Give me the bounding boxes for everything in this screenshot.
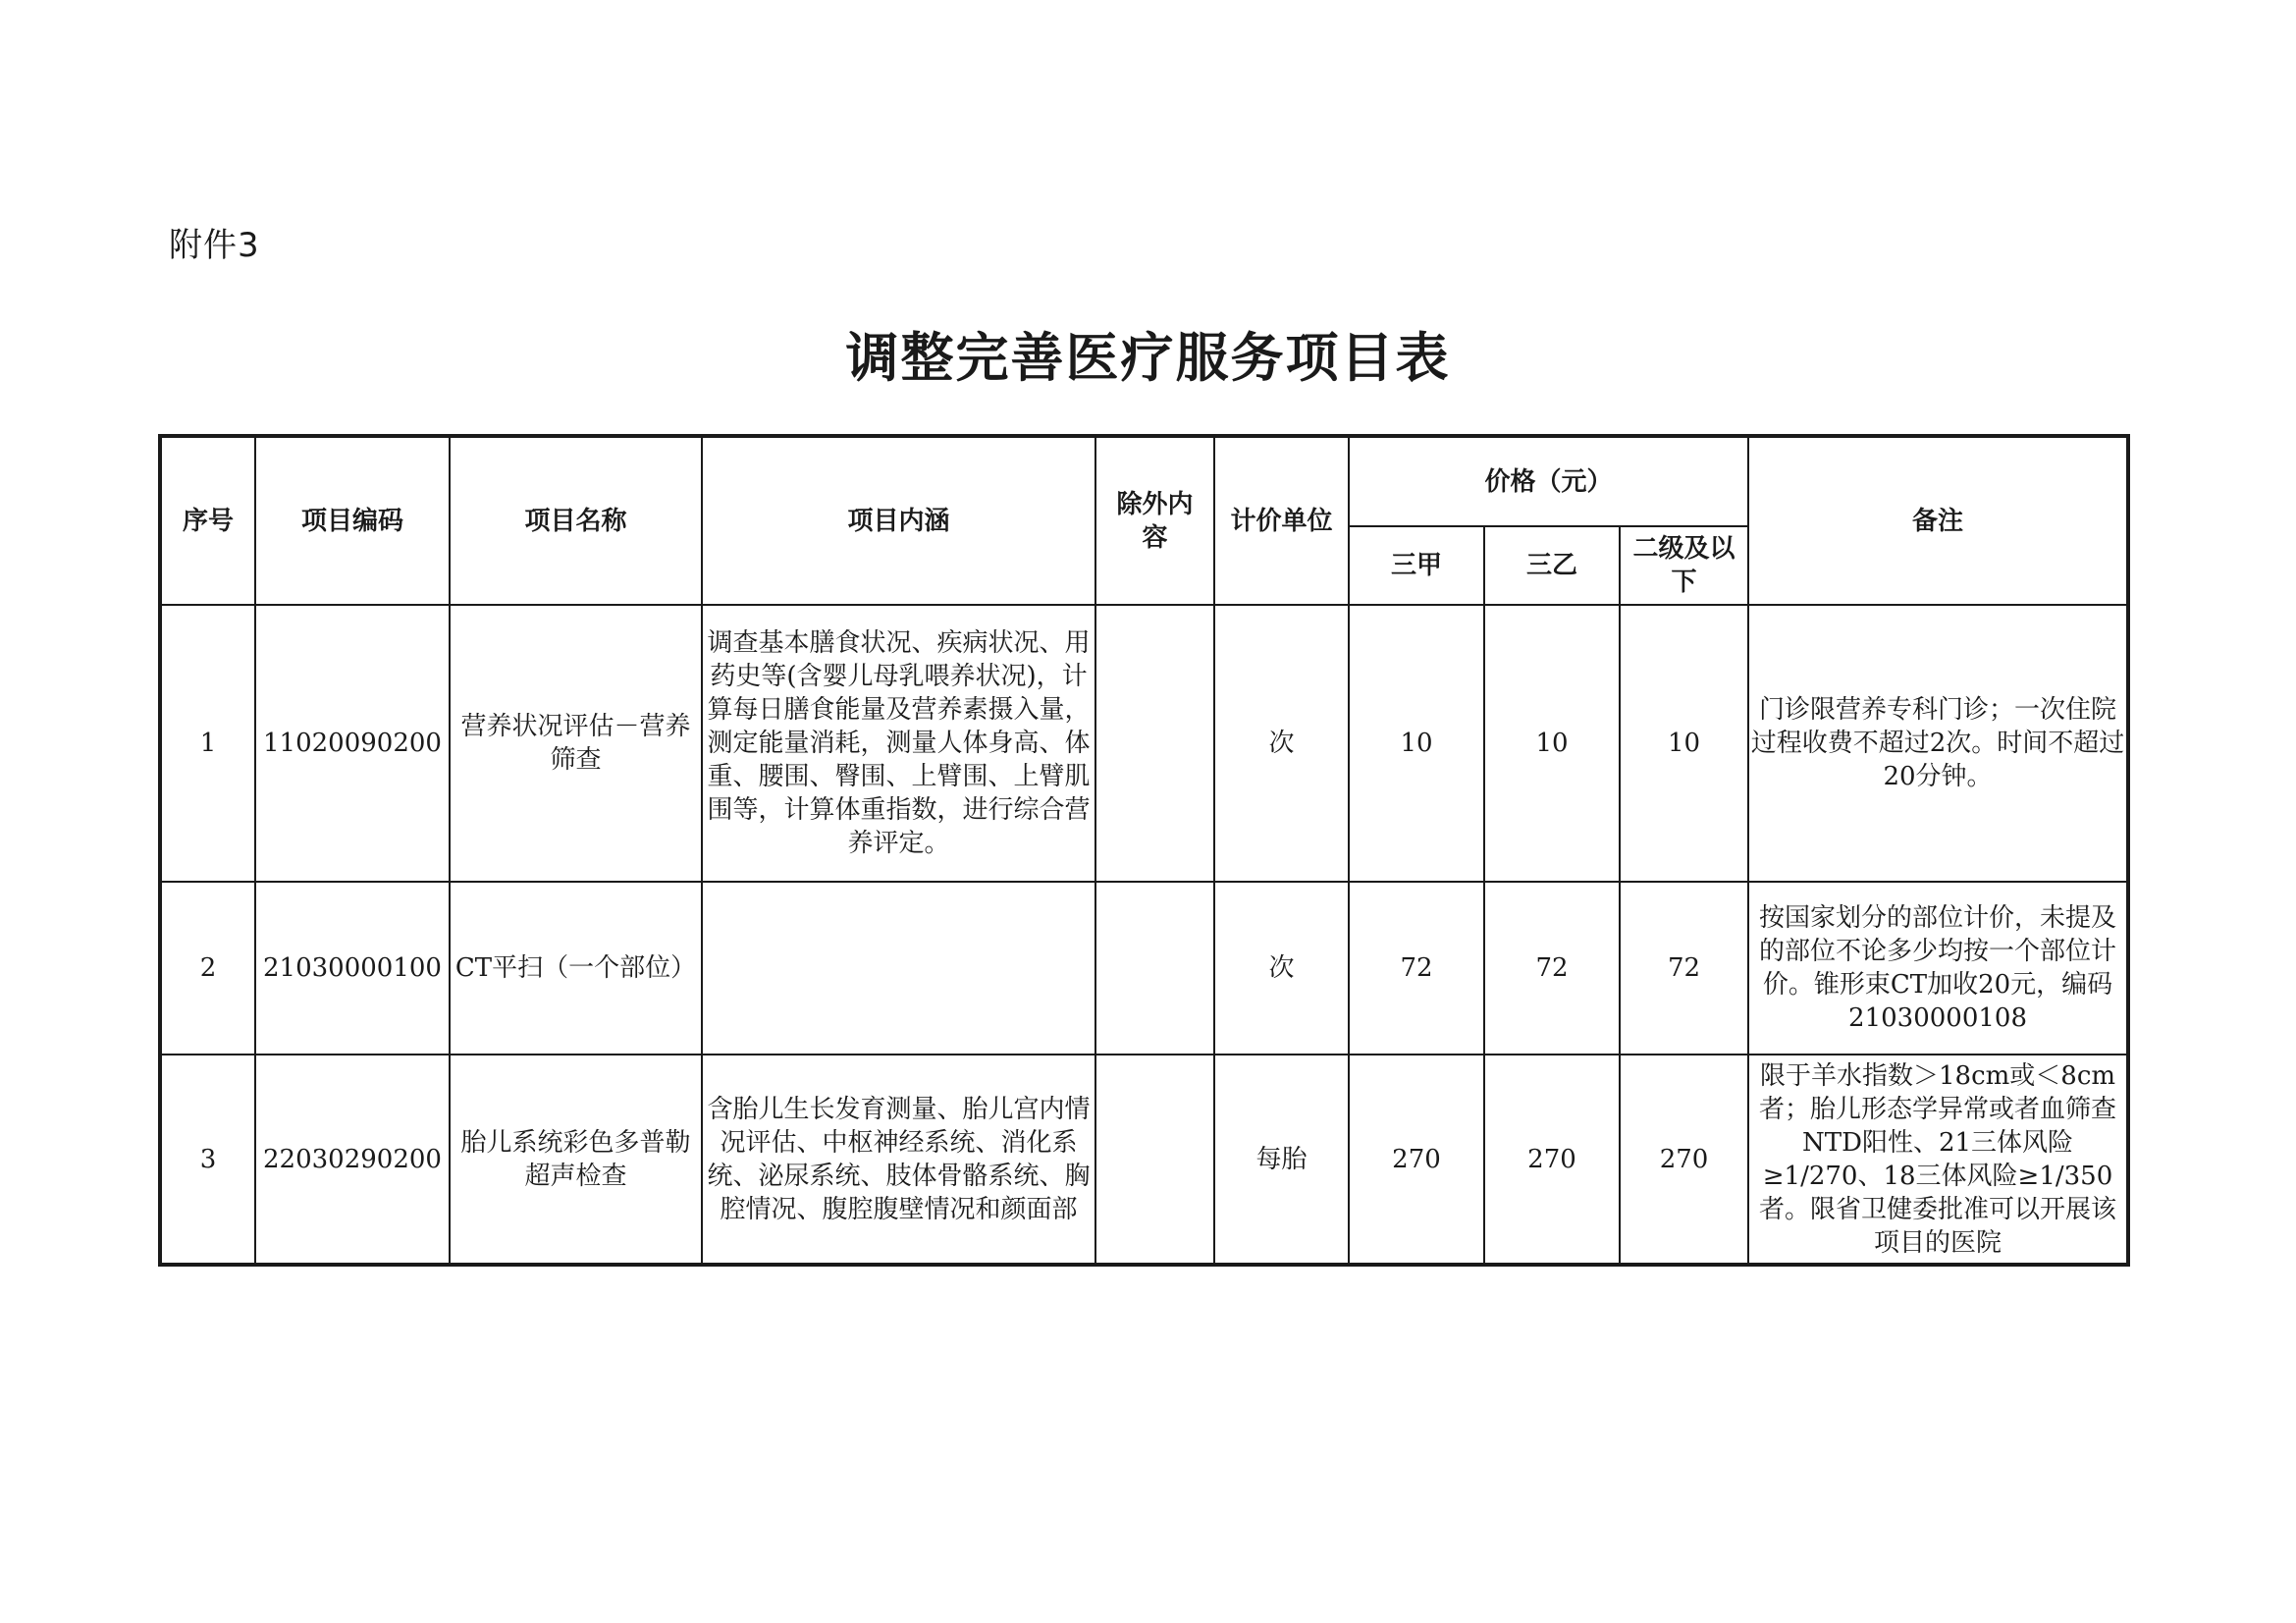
cell-name: CT平扫（一个部位） — [450, 882, 702, 1055]
header-row — [160, 436, 2128, 526]
header-remarks: 备注 — [1748, 436, 2128, 605]
header-excluded: 除外内容 — [1095, 436, 1214, 605]
cell-content: 含胎儿生长发育测量、胎儿宫内情况评估、中枢神经系统、消化系统、泌尿系统、肢体骨骼系统、胸腔情况、腹腔腹壁情况和颜面部 — [702, 1055, 1095, 1265]
header-seq: 序号 — [160, 436, 255, 605]
header-content: 项目内涵 — [702, 436, 1095, 605]
cell-unit: 次 — [1214, 882, 1349, 1055]
header-tier3: 二级及以下 — [1620, 526, 1748, 605]
cell-code: 11020090200 — [255, 605, 450, 882]
table-row — [160, 605, 2128, 882]
header-tier1: 三甲 — [1349, 526, 1484, 605]
cell-price-tier2: 72 — [1484, 882, 1620, 1055]
cell-content: 调查基本膳食状况、疾病状况、用药史等(含婴儿母乳喂养状况)，计算每日膳食能量及营养素摄入量，测定能量消耗，测量人体身高、体重、腰围、臀围、上臂围、上臂肌围等，计算体重指数，进行综合营养评定。 — [702, 605, 1095, 882]
cell-price-tier1: 72 — [1349, 882, 1484, 1055]
header-unit: 计价单位 — [1214, 436, 1349, 605]
cell-remarks: 限于羊水指数＞18cm或＜8cm者；胎儿形态学异常或者血筛查NTD阳性、21三体风险≥1/270、18三体风险≥1/350者。限省卫健委批准可以开展该项目的医院 — [1748, 1055, 2128, 1265]
cell-unit: 每胎 — [1214, 1055, 1349, 1265]
table-row — [160, 1055, 2128, 1265]
cell-seq: 3 — [160, 1055, 255, 1265]
cell-price-tier2: 270 — [1484, 1055, 1620, 1265]
header-price: 价格（元） — [1349, 436, 1748, 526]
cell-seq: 1 — [160, 605, 255, 882]
service-items-table — [158, 434, 2130, 1267]
cell-price-tier3: 72 — [1620, 882, 1748, 1055]
header-name: 项目名称 — [450, 436, 702, 605]
cell-code: 22030290200 — [255, 1055, 450, 1265]
cell-name: 营养状况评估－营养筛查 — [450, 605, 702, 882]
cell-price-tier1: 10 — [1349, 605, 1484, 882]
cell-seq: 2 — [160, 882, 255, 1055]
cell-name: 胎儿系统彩色多普勒超声检查 — [450, 1055, 702, 1265]
page-title: 调整完善医疗服务项目表 — [845, 327, 1451, 389]
table-row — [160, 882, 2128, 1055]
header-code: 项目编码 — [255, 436, 450, 605]
cell-code: 21030000100 — [255, 882, 450, 1055]
cell-content — [702, 882, 1095, 1055]
cell-price-tier1: 270 — [1349, 1055, 1484, 1265]
cell-remarks: 门诊限营养专科门诊；一次住院过程收费不超过2次。时间不超过20分钟。 — [1748, 605, 2128, 882]
cell-price-tier2: 10 — [1484, 605, 1620, 882]
cell-price-tier3: 270 — [1620, 1055, 1748, 1265]
header-tier2: 三乙 — [1484, 526, 1620, 605]
cell-unit: 次 — [1214, 605, 1349, 882]
attachment-label: 附件3 — [169, 226, 260, 265]
cell-excluded — [1095, 882, 1214, 1055]
cell-excluded — [1095, 1055, 1214, 1265]
cell-price-tier3: 10 — [1620, 605, 1748, 882]
cell-excluded — [1095, 605, 1214, 882]
cell-remarks: 按国家划分的部位计价，未提及的部位不论多少均按一个部位计价。锥形束CT加收20元，编码21030000108 — [1748, 882, 2128, 1055]
